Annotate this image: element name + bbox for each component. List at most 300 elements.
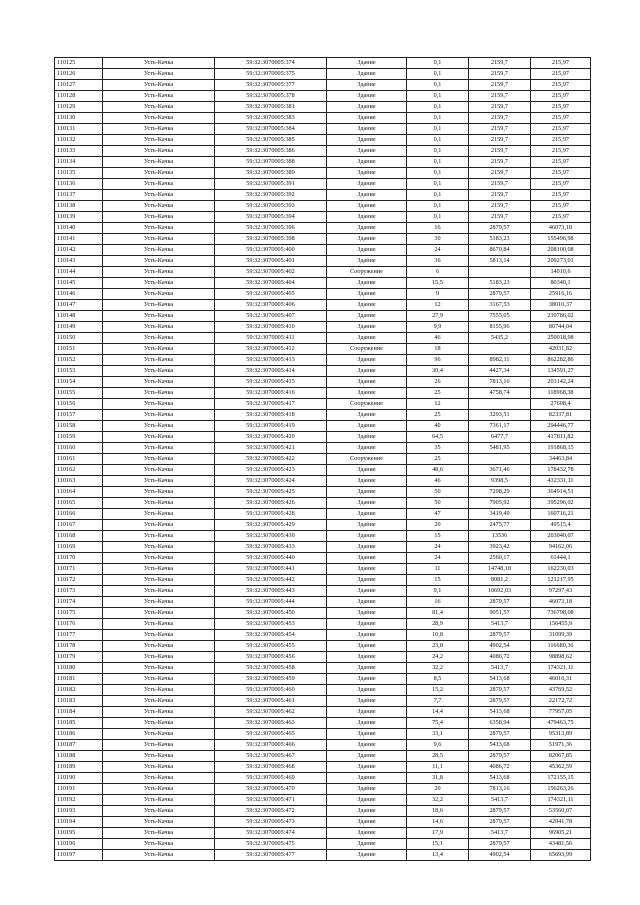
rate-cell: 3419,49 (469, 509, 531, 520)
settlement-cell: Усть-Качка (103, 432, 215, 443)
row-id-cell: 110188 (55, 751, 103, 762)
rate-cell: 3923,42 (469, 542, 531, 553)
area-cell: 0,1 (407, 201, 469, 212)
area-cell: 28,9 (407, 619, 469, 630)
table-row (55, 520, 591, 531)
table-row (55, 509, 591, 520)
area-cell: 48,6 (407, 465, 469, 476)
value-cell: 65693,99 (531, 850, 591, 861)
rate-cell: 2560,17 (469, 553, 531, 564)
object-type-cell: Здание (327, 751, 407, 762)
row-id-cell: 110154 (55, 377, 103, 388)
object-type-cell: Здание (327, 190, 407, 201)
settlement-cell: Усть-Качка (103, 333, 215, 344)
value-cell: 82067,85 (531, 751, 591, 762)
value-cell: 156455,9 (531, 619, 591, 630)
cadastral-number-cell: 59:32:3070005:383 (215, 113, 327, 124)
cadastral-number-cell: 59:32:3070005:415 (215, 377, 327, 388)
settlement-cell: Усть-Качка (103, 201, 215, 212)
rate-cell: 2159,7 (469, 190, 531, 201)
rate-cell: 7813,16 (469, 784, 531, 795)
row-id-cell: 110147 (55, 300, 103, 311)
cadastral-number-cell: 59:32:3070005:450 (215, 608, 327, 619)
area-cell: 11 (407, 564, 469, 575)
cadastral-number-cell: 59:32:3070005:470 (215, 784, 327, 795)
rate-cell: 8155,96 (469, 322, 531, 333)
rate-cell: 2879,57 (469, 685, 531, 696)
area-cell: 0,1 (407, 135, 469, 146)
row-id-cell: 110125 (55, 58, 103, 69)
row-id-cell: 110152 (55, 355, 103, 366)
table-row (55, 443, 591, 454)
area-cell: 27,9 (407, 311, 469, 322)
row-id-cell: 110165 (55, 498, 103, 509)
area-cell: 14,6 (407, 817, 469, 828)
settlement-cell: Усть-Качка (103, 817, 215, 828)
table-row (55, 476, 591, 487)
value-cell: 155496,98 (531, 234, 591, 245)
settlement-cell: Усть-Качка (103, 102, 215, 113)
settlement-cell: Усть-Качка (103, 234, 215, 245)
value-cell: 215,97 (531, 168, 591, 179)
rate-cell: 3167,53 (469, 300, 531, 311)
table-row (55, 531, 591, 542)
settlement-cell: Усть-Качка (103, 311, 215, 322)
table-row (55, 850, 591, 861)
value-cell: 34463,84 (531, 454, 591, 465)
table-row (55, 333, 591, 344)
value-cell: 432331,11 (531, 476, 591, 487)
rate-cell (469, 399, 531, 410)
row-id-cell: 110192 (55, 795, 103, 806)
cadastral-number-cell: 59:32:3070005:422 (215, 454, 327, 465)
cadastral-number-cell: 59:32:3070005:392 (215, 190, 327, 201)
value-cell: 172155,15 (531, 773, 591, 784)
table-row (55, 355, 591, 366)
cadastral-number-cell: 59:32:3070005:442 (215, 575, 327, 586)
object-type-cell: Здание (327, 729, 407, 740)
rate-cell: 7905,92 (469, 498, 531, 509)
cadastral-number-cell: 59:32:3070005:385 (215, 135, 327, 146)
area-cell: 8,5 (407, 674, 469, 685)
table-row (55, 729, 591, 740)
area-cell: 20 (407, 784, 469, 795)
value-cell: 215,97 (531, 179, 591, 190)
object-type-cell: Здание (327, 256, 407, 267)
area-cell: 12 (407, 399, 469, 410)
row-id-cell: 110134 (55, 157, 103, 168)
table-row (55, 190, 591, 201)
cadastral-number-cell: 59:32:3070005:394 (215, 212, 327, 223)
row-id-cell: 110145 (55, 278, 103, 289)
area-cell: 17,9 (407, 828, 469, 839)
settlement-cell: Усть-Качка (103, 575, 215, 586)
settlement-cell: Усть-Качка (103, 212, 215, 223)
cadastral-number-cell: 59:32:3070005:428 (215, 509, 327, 520)
rate-cell: 9051,57 (469, 608, 531, 619)
area-cell: 0,1 (407, 80, 469, 91)
value-cell: 862282,86 (531, 355, 591, 366)
table-row (55, 630, 591, 641)
row-id-cell: 110186 (55, 729, 103, 740)
table-row (55, 102, 591, 113)
object-type-cell: Здание (327, 696, 407, 707)
table-row (55, 795, 591, 806)
rate-cell: 6477,7 (469, 432, 531, 443)
rate-cell: 2879,57 (469, 597, 531, 608)
cadastral-number-cell: 59:32:3070005:418 (215, 410, 327, 421)
cadastral-number-cell: 59:32:3070005:389 (215, 168, 327, 179)
settlement-cell: Усть-Качка (103, 91, 215, 102)
table-row (55, 410, 591, 421)
row-id-cell: 110167 (55, 520, 103, 531)
rate-cell: 2159,7 (469, 69, 531, 80)
settlement-cell: Усть-Качка (103, 597, 215, 608)
object-type-cell: Здание (327, 795, 407, 806)
object-type-cell: Здание (327, 245, 407, 256)
row-id-cell: 110162 (55, 465, 103, 476)
object-type-cell: Здание (327, 817, 407, 828)
rate-cell: 2159,7 (469, 58, 531, 69)
settlement-cell: Усть-Качка (103, 707, 215, 718)
value-cell: 215,97 (531, 69, 591, 80)
row-id-cell: 110175 (55, 608, 103, 619)
area-cell: 15 (407, 575, 469, 586)
row-id-cell: 110143 (55, 256, 103, 267)
table-row (55, 652, 591, 663)
table-row (55, 663, 591, 674)
value-cell: 208100,08 (531, 245, 591, 256)
cadastral-number-cell: 59:32:3070005:384 (215, 124, 327, 135)
row-id-cell: 110187 (55, 740, 103, 751)
object-type-cell: Здание (327, 850, 407, 861)
row-id-cell: 110195 (55, 828, 103, 839)
table-row (55, 80, 591, 91)
object-type-cell: Здание (327, 806, 407, 817)
cadastral-number-cell: 59:32:3070005:421 (215, 443, 327, 454)
cadastral-number-cell: 59:32:3070005:454 (215, 630, 327, 641)
area-cell: 40 (407, 421, 469, 432)
rate-cell: 5183,23 (469, 234, 531, 245)
object-type-cell: Здание (327, 718, 407, 729)
area-cell: 0,1 (407, 69, 469, 80)
table-row (55, 399, 591, 410)
value-cell: 77957,05 (531, 707, 591, 718)
value-cell: 49515,4 (531, 520, 591, 531)
value-cell: 174321,11 (531, 795, 591, 806)
value-cell: 80340,1 (531, 278, 591, 289)
area-cell: 24 (407, 542, 469, 553)
settlement-cell: Усть-Качка (103, 80, 215, 91)
area-cell: 18,6 (407, 806, 469, 817)
object-type-cell: Здание (327, 223, 407, 234)
value-cell: 96905,21 (531, 828, 591, 839)
row-id-cell: 110190 (55, 773, 103, 784)
table-row (55, 718, 591, 729)
settlement-cell: Усть-Качка (103, 531, 215, 542)
rate-cell: 5435,2 (469, 333, 531, 344)
object-type-cell: Здание (327, 773, 407, 784)
rate-cell: 5183,23 (469, 278, 531, 289)
row-id-cell: 110177 (55, 630, 103, 641)
table-row (55, 542, 591, 553)
object-type-cell: Здание (327, 762, 407, 773)
cadastral-number-cell: 59:32:3070005:477 (215, 850, 327, 861)
table-row (55, 58, 591, 69)
table-row (55, 146, 591, 157)
area-cell: 14,4 (407, 707, 469, 718)
rate-cell: 2879,57 (469, 696, 531, 707)
object-type-cell: Здание (327, 410, 407, 421)
row-id-cell: 110178 (55, 641, 103, 652)
area-cell: 30 (407, 234, 469, 245)
cadastral-number-cell: 59:32:3070005:423 (215, 465, 327, 476)
cadastral-number-cell: 59:32:3070005:417 (215, 399, 327, 410)
value-cell: 118968,38 (531, 388, 591, 399)
object-type-cell: Сооружение (327, 267, 407, 278)
object-type-cell: Здание (327, 608, 407, 619)
table-row (55, 289, 591, 300)
table-row (55, 608, 591, 619)
row-id-cell: 110137 (55, 190, 103, 201)
area-cell: 0,1 (407, 91, 469, 102)
area-cell: 64,5 (407, 432, 469, 443)
area-cell: 24 (407, 245, 469, 256)
settlement-cell: Усть-Качка (103, 256, 215, 267)
rate-cell: 2159,7 (469, 80, 531, 91)
table-row (55, 212, 591, 223)
table-row (55, 377, 591, 388)
row-id-cell: 110144 (55, 267, 103, 278)
row-id-cell: 110146 (55, 289, 103, 300)
row-id-cell: 110163 (55, 476, 103, 487)
value-cell: 215,97 (531, 113, 591, 124)
area-cell: 32,2 (407, 663, 469, 674)
cadastral-number-cell: 59:32:3070005:375 (215, 69, 327, 80)
settlement-cell: Усть-Качка (103, 828, 215, 839)
row-id-cell: 110153 (55, 366, 103, 377)
value-cell: 364914,51 (531, 487, 591, 498)
object-type-cell: Здание (327, 135, 407, 146)
object-type-cell: Здание (327, 201, 407, 212)
cadastral-number-cell: 59:32:3070005:411 (215, 333, 327, 344)
value-cell: 178432,78 (531, 465, 591, 476)
area-cell: 46 (407, 333, 469, 344)
object-type-cell: Здание (327, 124, 407, 135)
rate-cell: 6358,94 (469, 718, 531, 729)
row-id-cell: 110148 (55, 311, 103, 322)
settlement-cell: Усть-Качка (103, 69, 215, 80)
table-row (55, 696, 591, 707)
area-cell: 26 (407, 377, 469, 388)
settlement-cell: Усть-Качка (103, 498, 215, 509)
object-type-cell: Здание (327, 465, 407, 476)
settlement-cell: Усть-Качка (103, 399, 215, 410)
area-cell: 6 (407, 267, 469, 278)
settlement-cell: Усть-Качка (103, 586, 215, 597)
cadastral-number-cell: 59:32:3070005:420 (215, 432, 327, 443)
table-row (55, 322, 591, 333)
cadastral-number-cell: 59:32:3070005:401 (215, 256, 327, 267)
object-type-cell: Здание (327, 289, 407, 300)
value-cell: 395296,02 (531, 498, 591, 509)
rate-cell: 4902,54 (469, 641, 531, 652)
settlement-cell: Усть-Качка (103, 289, 215, 300)
cadastral-number-cell: 59:32:3070005:416 (215, 388, 327, 399)
cadastral-number-cell: 59:32:3070005:378 (215, 91, 327, 102)
value-cell: 215,97 (531, 102, 591, 113)
cadastral-number-cell: 59:32:3070005:386 (215, 146, 327, 157)
object-type-cell: Здание (327, 685, 407, 696)
object-type-cell: Здание (327, 784, 407, 795)
rate-cell: 2879,57 (469, 630, 531, 641)
object-type-cell: Здание (327, 476, 407, 487)
table-row (55, 707, 591, 718)
row-id-cell: 110170 (55, 553, 103, 564)
row-id-cell: 110159 (55, 432, 103, 443)
row-id-cell: 110166 (55, 509, 103, 520)
table-row (55, 168, 591, 179)
row-id-cell: 110176 (55, 619, 103, 630)
cadastral-number-cell: 59:32:3070005:404 (215, 278, 327, 289)
rate-cell: 4902,54 (469, 850, 531, 861)
area-cell: 47 (407, 509, 469, 520)
table-row (55, 245, 591, 256)
row-id-cell: 110131 (55, 124, 103, 135)
object-type-cell: Здание (327, 586, 407, 597)
cadastral-number-cell: 59:32:3070005:424 (215, 476, 327, 487)
area-cell: 15 (407, 531, 469, 542)
cadastral-number-cell: 59:32:3070005:444 (215, 597, 327, 608)
rate-cell: 2159,7 (469, 168, 531, 179)
settlement-cell: Усть-Качка (103, 630, 215, 641)
cadastral-number-cell: 59:32:3070005:405 (215, 289, 327, 300)
rate-cell: 2879,57 (469, 817, 531, 828)
table-row (55, 773, 591, 784)
row-id-cell: 110161 (55, 454, 103, 465)
value-cell: 46073,18 (531, 223, 591, 234)
settlement-cell: Усть-Качка (103, 762, 215, 773)
value-cell: 121217,95 (531, 575, 591, 586)
area-cell: 13,4 (407, 850, 469, 861)
rate-cell: 13536 (469, 531, 531, 542)
table-row (55, 564, 591, 575)
rate-cell: 2879,57 (469, 751, 531, 762)
rate-cell: 2879,57 (469, 289, 531, 300)
rate-cell: 8982,11 (469, 355, 531, 366)
row-id-cell: 110171 (55, 564, 103, 575)
area-cell: 50 (407, 498, 469, 509)
row-id-cell: 110128 (55, 91, 103, 102)
row-id-cell: 110184 (55, 707, 103, 718)
area-cell: 0,1 (407, 212, 469, 223)
area-cell: 11,1 (407, 762, 469, 773)
area-cell: 25 (407, 410, 469, 421)
rate-cell: 7813,16 (469, 377, 531, 388)
object-type-cell: Здание (327, 322, 407, 333)
table-row (55, 498, 591, 509)
area-cell: 0,1 (407, 102, 469, 113)
cadastral-number-cell: 59:32:3070005:461 (215, 696, 327, 707)
area-cell: 0,1 (407, 113, 469, 124)
cadastral-number-cell: 59:32:3070005:467 (215, 751, 327, 762)
table-row (55, 828, 591, 839)
cadastral-number-cell: 59:32:3070005:471 (215, 795, 327, 806)
table-row (55, 69, 591, 80)
table-row (55, 157, 591, 168)
rate-cell: 14748,18 (469, 564, 531, 575)
cadastral-number-cell: 59:32:3070005:456 (215, 652, 327, 663)
object-type-cell: Здание (327, 377, 407, 388)
table-row (55, 300, 591, 311)
settlement-cell: Усть-Качка (103, 465, 215, 476)
table-row (55, 135, 591, 146)
rate-cell: 2159,7 (469, 91, 531, 102)
row-id-cell: 110193 (55, 806, 103, 817)
rate-cell (469, 267, 531, 278)
row-id-cell: 110191 (55, 784, 103, 795)
table-row (55, 432, 591, 443)
settlement-cell: Усть-Качка (103, 718, 215, 729)
area-cell: 15,5 (407, 278, 469, 289)
value-cell: 98898,62 (531, 652, 591, 663)
table-row (55, 201, 591, 212)
area-cell: 0,1 (407, 190, 469, 201)
object-type-cell: Сооружение (327, 454, 407, 465)
row-id-cell: 110172 (55, 575, 103, 586)
settlement-cell: Усть-Качка (103, 388, 215, 399)
area-cell: 0,1 (407, 58, 469, 69)
rate-cell: 7361,17 (469, 421, 531, 432)
cadastral-number-cell: 59:32:3070005:462 (215, 707, 327, 718)
rate-cell: 5481,95 (469, 443, 531, 454)
cadastral-number-cell: 59:32:3070005:426 (215, 498, 327, 509)
row-id-cell: 110151 (55, 344, 103, 355)
area-cell: 25 (407, 454, 469, 465)
rate-cell: 5413,7 (469, 795, 531, 806)
rate-cell: 2159,7 (469, 157, 531, 168)
object-type-cell: Здание (327, 740, 407, 751)
value-cell: 479463,75 (531, 718, 591, 729)
table-row (55, 278, 591, 289)
row-id-cell: 110155 (55, 388, 103, 399)
row-id-cell: 110126 (55, 69, 103, 80)
value-cell: 94162,06 (531, 542, 591, 553)
table-row (55, 784, 591, 795)
settlement-cell: Усть-Качка (103, 443, 215, 454)
cadastral-number-cell: 59:32:3070005:398 (215, 234, 327, 245)
table-row (55, 179, 591, 190)
table-row (55, 234, 591, 245)
settlement-cell: Усть-Качка (103, 135, 215, 146)
value-cell: 215,97 (531, 146, 591, 157)
rate-cell: 2475,77 (469, 520, 531, 531)
value-cell: 215,97 (531, 190, 591, 201)
cadastral-number-cell: 59:32:3070005:458 (215, 663, 327, 674)
row-id-cell: 110157 (55, 410, 103, 421)
table-row (55, 465, 591, 476)
table-row (55, 839, 591, 850)
value-cell: 97297,43 (531, 586, 591, 597)
rate-cell: 2159,7 (469, 113, 531, 124)
object-type-cell: Здание (327, 421, 407, 432)
settlement-cell: Усть-Качка (103, 729, 215, 740)
object-type-cell: Здание (327, 641, 407, 652)
value-cell: 45362,59 (531, 762, 591, 773)
rate-cell: 2159,7 (469, 212, 531, 223)
table-row (55, 256, 591, 267)
value-cell: 215,97 (531, 135, 591, 146)
